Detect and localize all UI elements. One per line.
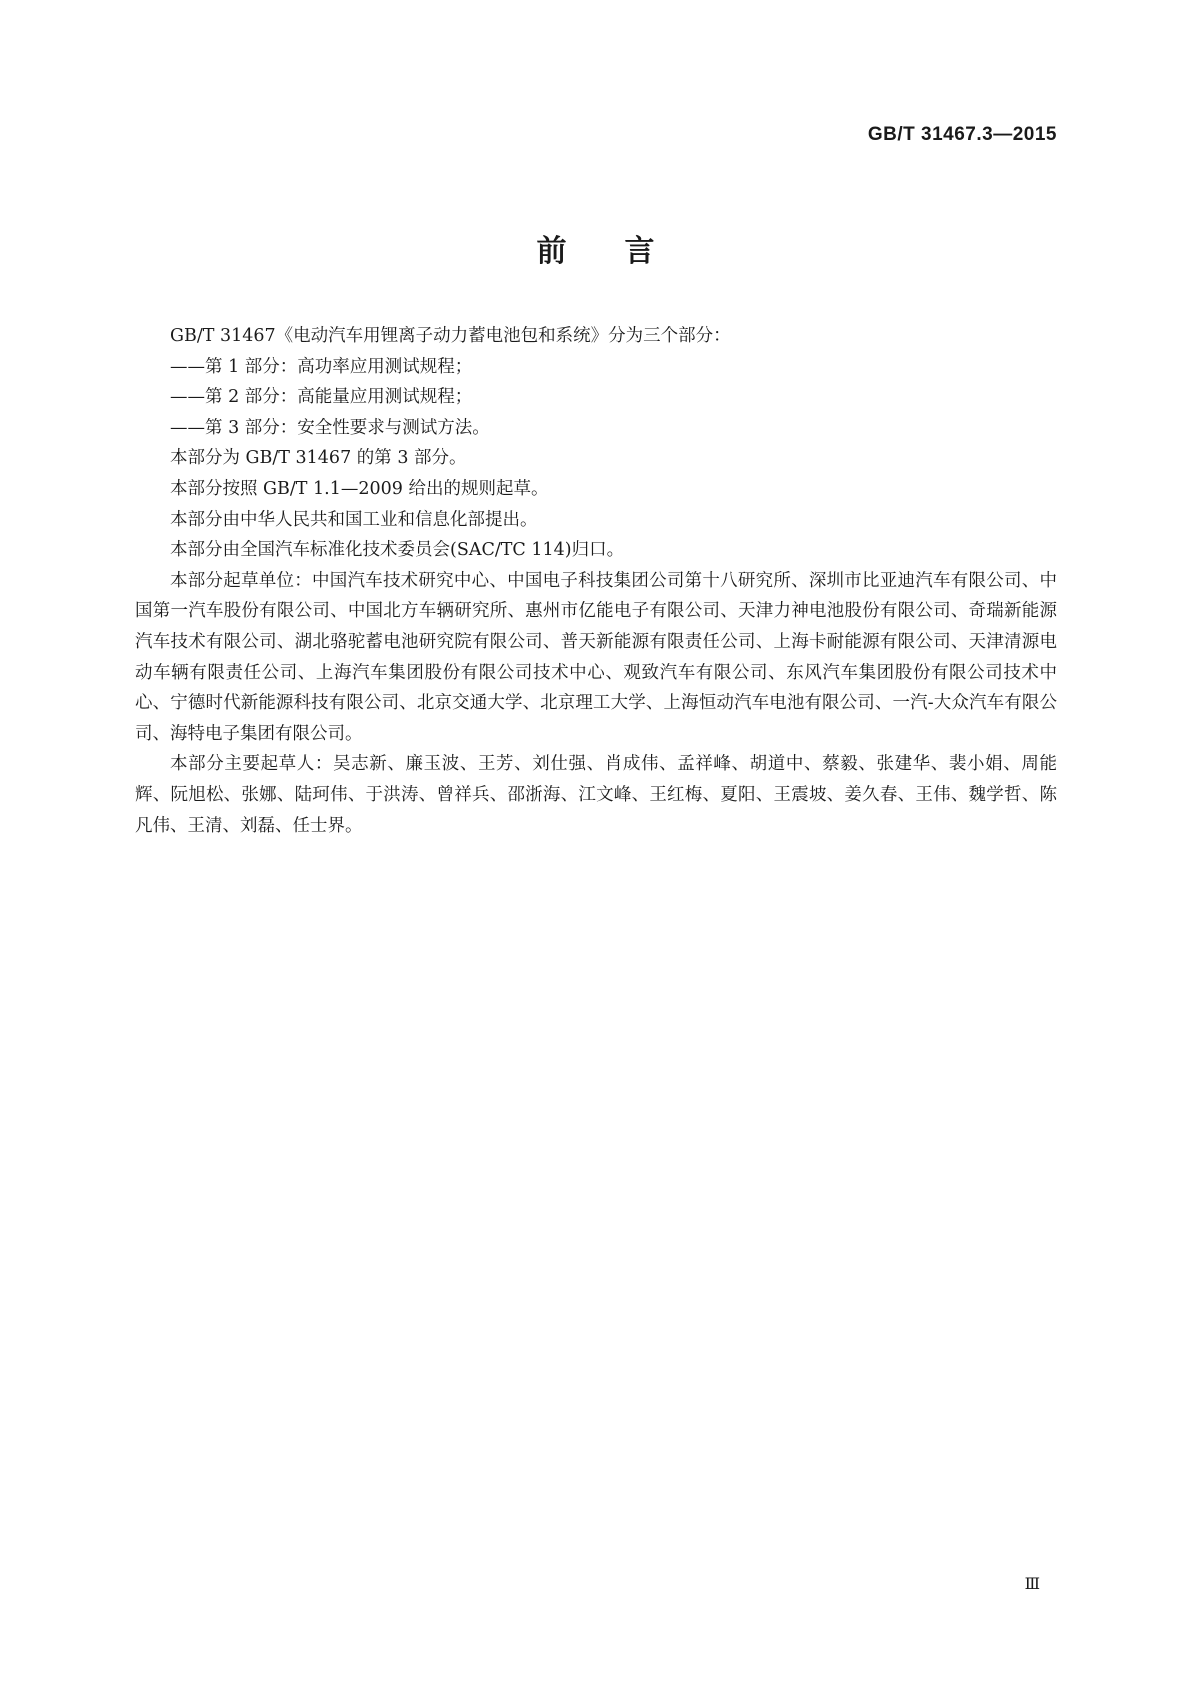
paragraph-parts-intro: GB/T 31467《电动汽车用锂离子动力蓄电池包和系统》分为三个部分： (170, 326, 731, 346)
paragraph-drafting-units: 本部分起草单位：中国汽车技术研究中心、中国电子科技集团公司第十八研究所、深圳市比亚迪汽车有限公司、中国第一汽车股份有限公司、中国北方车辆研究所、惠州市亿能电子有限公司、天津力神电池股份有限公司、奇瑞新能源汽车技术有限公司、湖北骆驼蓄电池研究院有限公司、普天新能源有限责任公司、上海卡耐能源有限公司、天津清源电动车辆有限责任公司、上海汽车集团股份有限公司技术中心、观致汽车有限公司、东风汽车集团股份有限公司技术中心、宁德时代新能源科技有限公司、北京交通大学、北京理工大学、上海恒动汽车电池有限公司、一汽-大众汽车有限公司、海特电子集团有限公司。 (135, 570, 1057, 744)
page-number: Ⅲ (1024, 1574, 1041, 1593)
paragraph-centralized-by: 本部分由全国汽车标准化技术委员会(SAC/TC 114)归口。 (170, 540, 625, 561)
foreword-body (135, 321, 1057, 841)
page-title: 前言 (536, 234, 713, 269)
paragraph-drafters: 本部分主要起草人：吴志新、廉玉波、王芳、刘仕强、肖成伟、孟祥峰、胡道中、蔡毅、张建华、裴小娟、周能辉、阮旭松、张娜、陆珂伟、于洪涛、曾祥兵、邵浙海、江文峰、王红梅、夏阳、王震坡、姜久春、王伟、魏学哲、陈凡伟、王清、刘磊、任士界。 (135, 754, 1057, 836)
paragraph-part-2: ——第 2 部分：高能量应用测试规程； (170, 387, 473, 408)
paragraph-proposed-by: 本部分由中华人民共和国工业和信息化部提出。 (170, 509, 538, 530)
standard-number: GB/T 31467.3—2015 (867, 124, 1057, 145)
paragraph-this-part: 本部分为 GB/T 31467 的第 3 部分。 (170, 448, 467, 469)
paragraph-drafting-rules: 本部分按照 GB/T 1.1—2009 给出的规则起草。 (170, 478, 549, 499)
paragraph-part-1: ——第 1 部分：高功率应用测试规程； (170, 356, 473, 377)
paragraph-part-3: ——第 3 部分：安全性要求与测试方法。 (170, 417, 490, 438)
